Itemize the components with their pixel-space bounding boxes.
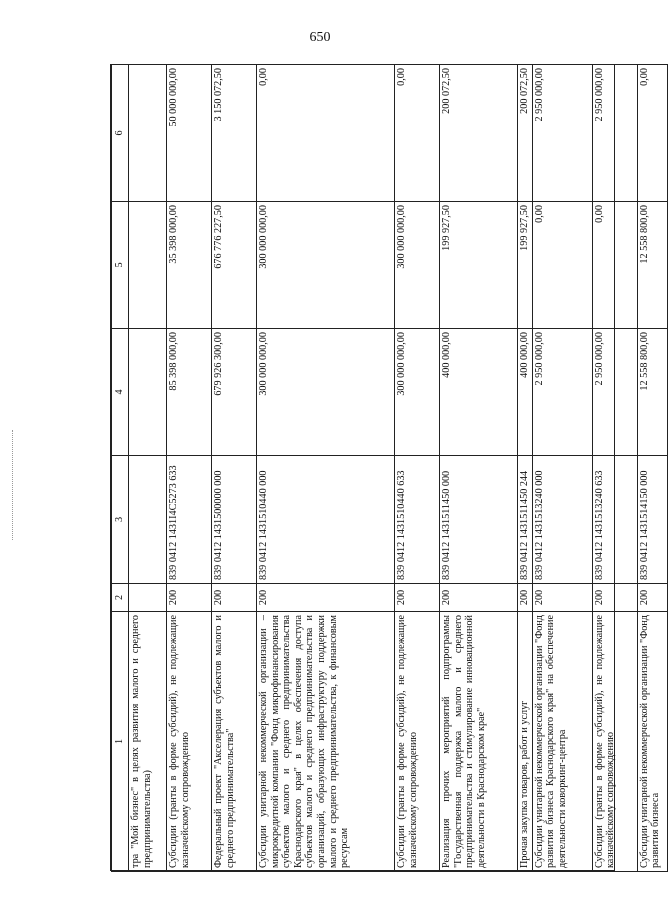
row-description: Субсидии (гранты в форме субсидий), не подлежащие казначейскому сопровождению [395, 612, 440, 872]
row-value-5: 12 558 800,00 [637, 202, 667, 329]
row-value-4: 2 950 000,00 [532, 329, 592, 456]
table-row [637, 65, 667, 872]
row-value-4 [129, 329, 167, 456]
header-cell: 5 [112, 202, 129, 329]
row-value-4: 400 000,00 [440, 329, 518, 456]
row-code: 839 0412 1431510440 633 [395, 456, 440, 584]
row-col2: 200 [592, 584, 637, 612]
row-col2: 200 [395, 584, 440, 612]
row-col2: 200 [637, 584, 667, 612]
header-cell: 6 [112, 65, 129, 202]
row-value-4: 12 558 800,00 [637, 329, 667, 456]
row-value-5: 199 927,50 [518, 202, 533, 329]
row-code: 839 0412 1431513240 633 [592, 456, 637, 584]
rotated-table-container [111, 65, 662, 872]
row-description: Прочая закупка товаров, работ и услуг [518, 612, 533, 872]
row-value-5 [129, 202, 167, 329]
row-code: 839 0412 1431510440 000 [257, 456, 395, 584]
row-value-4: 679 926 300,00 [212, 329, 257, 456]
row-col2: 200 [532, 584, 592, 612]
row-code: 839 0412 1431511450 000 [440, 456, 518, 584]
header-cell: 3 [112, 456, 129, 584]
row-col2: 200 [212, 584, 257, 612]
row-value-5: 0,00 [532, 202, 592, 329]
table-row [440, 65, 518, 872]
row-value-6: 2 950 000,00 [592, 65, 637, 202]
table-row [129, 65, 167, 872]
budget-table-frame [110, 64, 662, 871]
table-row [518, 65, 533, 872]
row-value-6: 0,00 [395, 65, 440, 202]
row-value-6 [129, 65, 167, 202]
row-col2: 200 [167, 584, 212, 612]
row-description: Субсидии (гранты в форме субсидий), не подлежащие казначейскому сопровождению [592, 612, 637, 872]
row-value-6: 0,00 [637, 65, 667, 202]
row-value-5: 676 776 227,50 [212, 202, 257, 329]
row-value-5: 199 927,50 [440, 202, 518, 329]
row-description: тра "Мой бизнес" в целях развития малого и среднего предпринимательства) [129, 612, 167, 872]
row-value-4: 85 398 000,00 [167, 329, 212, 456]
row-col2: 200 [518, 584, 533, 612]
row-value-6: 50 000 000,00 [167, 65, 212, 202]
row-value-5: 0,00 [592, 202, 637, 329]
row-value-4: 2 950 000,00 [592, 329, 637, 456]
row-description: Федеральный проект "Акселерация субъектов малого и среднего предпринимательства" [212, 612, 257, 872]
row-value-4: 300 000 000,00 [395, 329, 440, 456]
table-row [257, 65, 395, 872]
page-number: 650 [309, 30, 331, 45]
row-col2: 200 [257, 584, 395, 612]
row-value-4: 400 000,00 [518, 329, 533, 456]
row-description: Субсидии (гранты в форме субсидий), не подлежащие казначейскому сопровождению [167, 612, 212, 872]
row-description: Субсидии унитарной некоммерческой организации – микрокредитной компании "Фонд микрофинансирования субъектов малого и среднего предпринимательства Краснодарского края" в целях обеспечения доступа субъектов малого и среднего предпринимательства и организаций, образующих инфраструктуру поддержки малого и среднего предпринимательства, к финансовым ресурсам [257, 612, 395, 872]
row-code: 839 0412 1431I4C5273 633 [167, 456, 212, 584]
row-value-5: 300 000 000,00 [257, 202, 395, 329]
table-row [532, 65, 592, 872]
header-cell: 4 [112, 329, 129, 456]
row-value-6: 2 950 000,00 [532, 65, 592, 202]
row-code: 839 0412 1431511450 244 [518, 456, 533, 584]
row-description: Субсидии унитарной некоммерческой организации "Фонд развития бизнеса [637, 612, 667, 872]
row-code [129, 456, 167, 584]
row-description: Субсидии унитарной некоммерческой организации "Фонд развития бизнеса Краснодарского края" на обеспечение деятельности коворкинг-центра [532, 612, 592, 872]
table-row [167, 65, 212, 872]
row-value-4: 300 000 000,00 [257, 329, 395, 456]
row-col2 [129, 584, 167, 612]
row-code: 839 0412 1431500000 000 [212, 456, 257, 584]
table-row [592, 65, 637, 872]
header-cell: 2 [112, 584, 129, 612]
header-row [112, 65, 129, 872]
header-cell: 1 [112, 612, 129, 872]
row-description: Реализация прочих мероприятий подпрограммы "Государственная поддержка малого и среднего предпринимательства и стимулирование инновационной деятельности в Краснодарском крае" [440, 612, 518, 872]
row-col2: 200 [440, 584, 518, 612]
scan-margin-mark [12, 430, 15, 540]
table-row [395, 65, 440, 872]
row-value-6: 200 072,50 [440, 65, 518, 202]
row-value-6: 3 150 072,50 [212, 65, 257, 202]
row-code: 839 0412 1431514150 000 [637, 456, 667, 584]
row-value-5: 35 398 000,00 [167, 202, 212, 329]
row-value-5: 300 000 000,00 [395, 202, 440, 329]
table-row [212, 65, 257, 872]
row-value-6: 200 072,50 [518, 65, 533, 202]
budget-table [111, 64, 668, 872]
row-value-6: 0,00 [257, 65, 395, 202]
row-code: 839 0412 1431513240 000 [532, 456, 592, 584]
